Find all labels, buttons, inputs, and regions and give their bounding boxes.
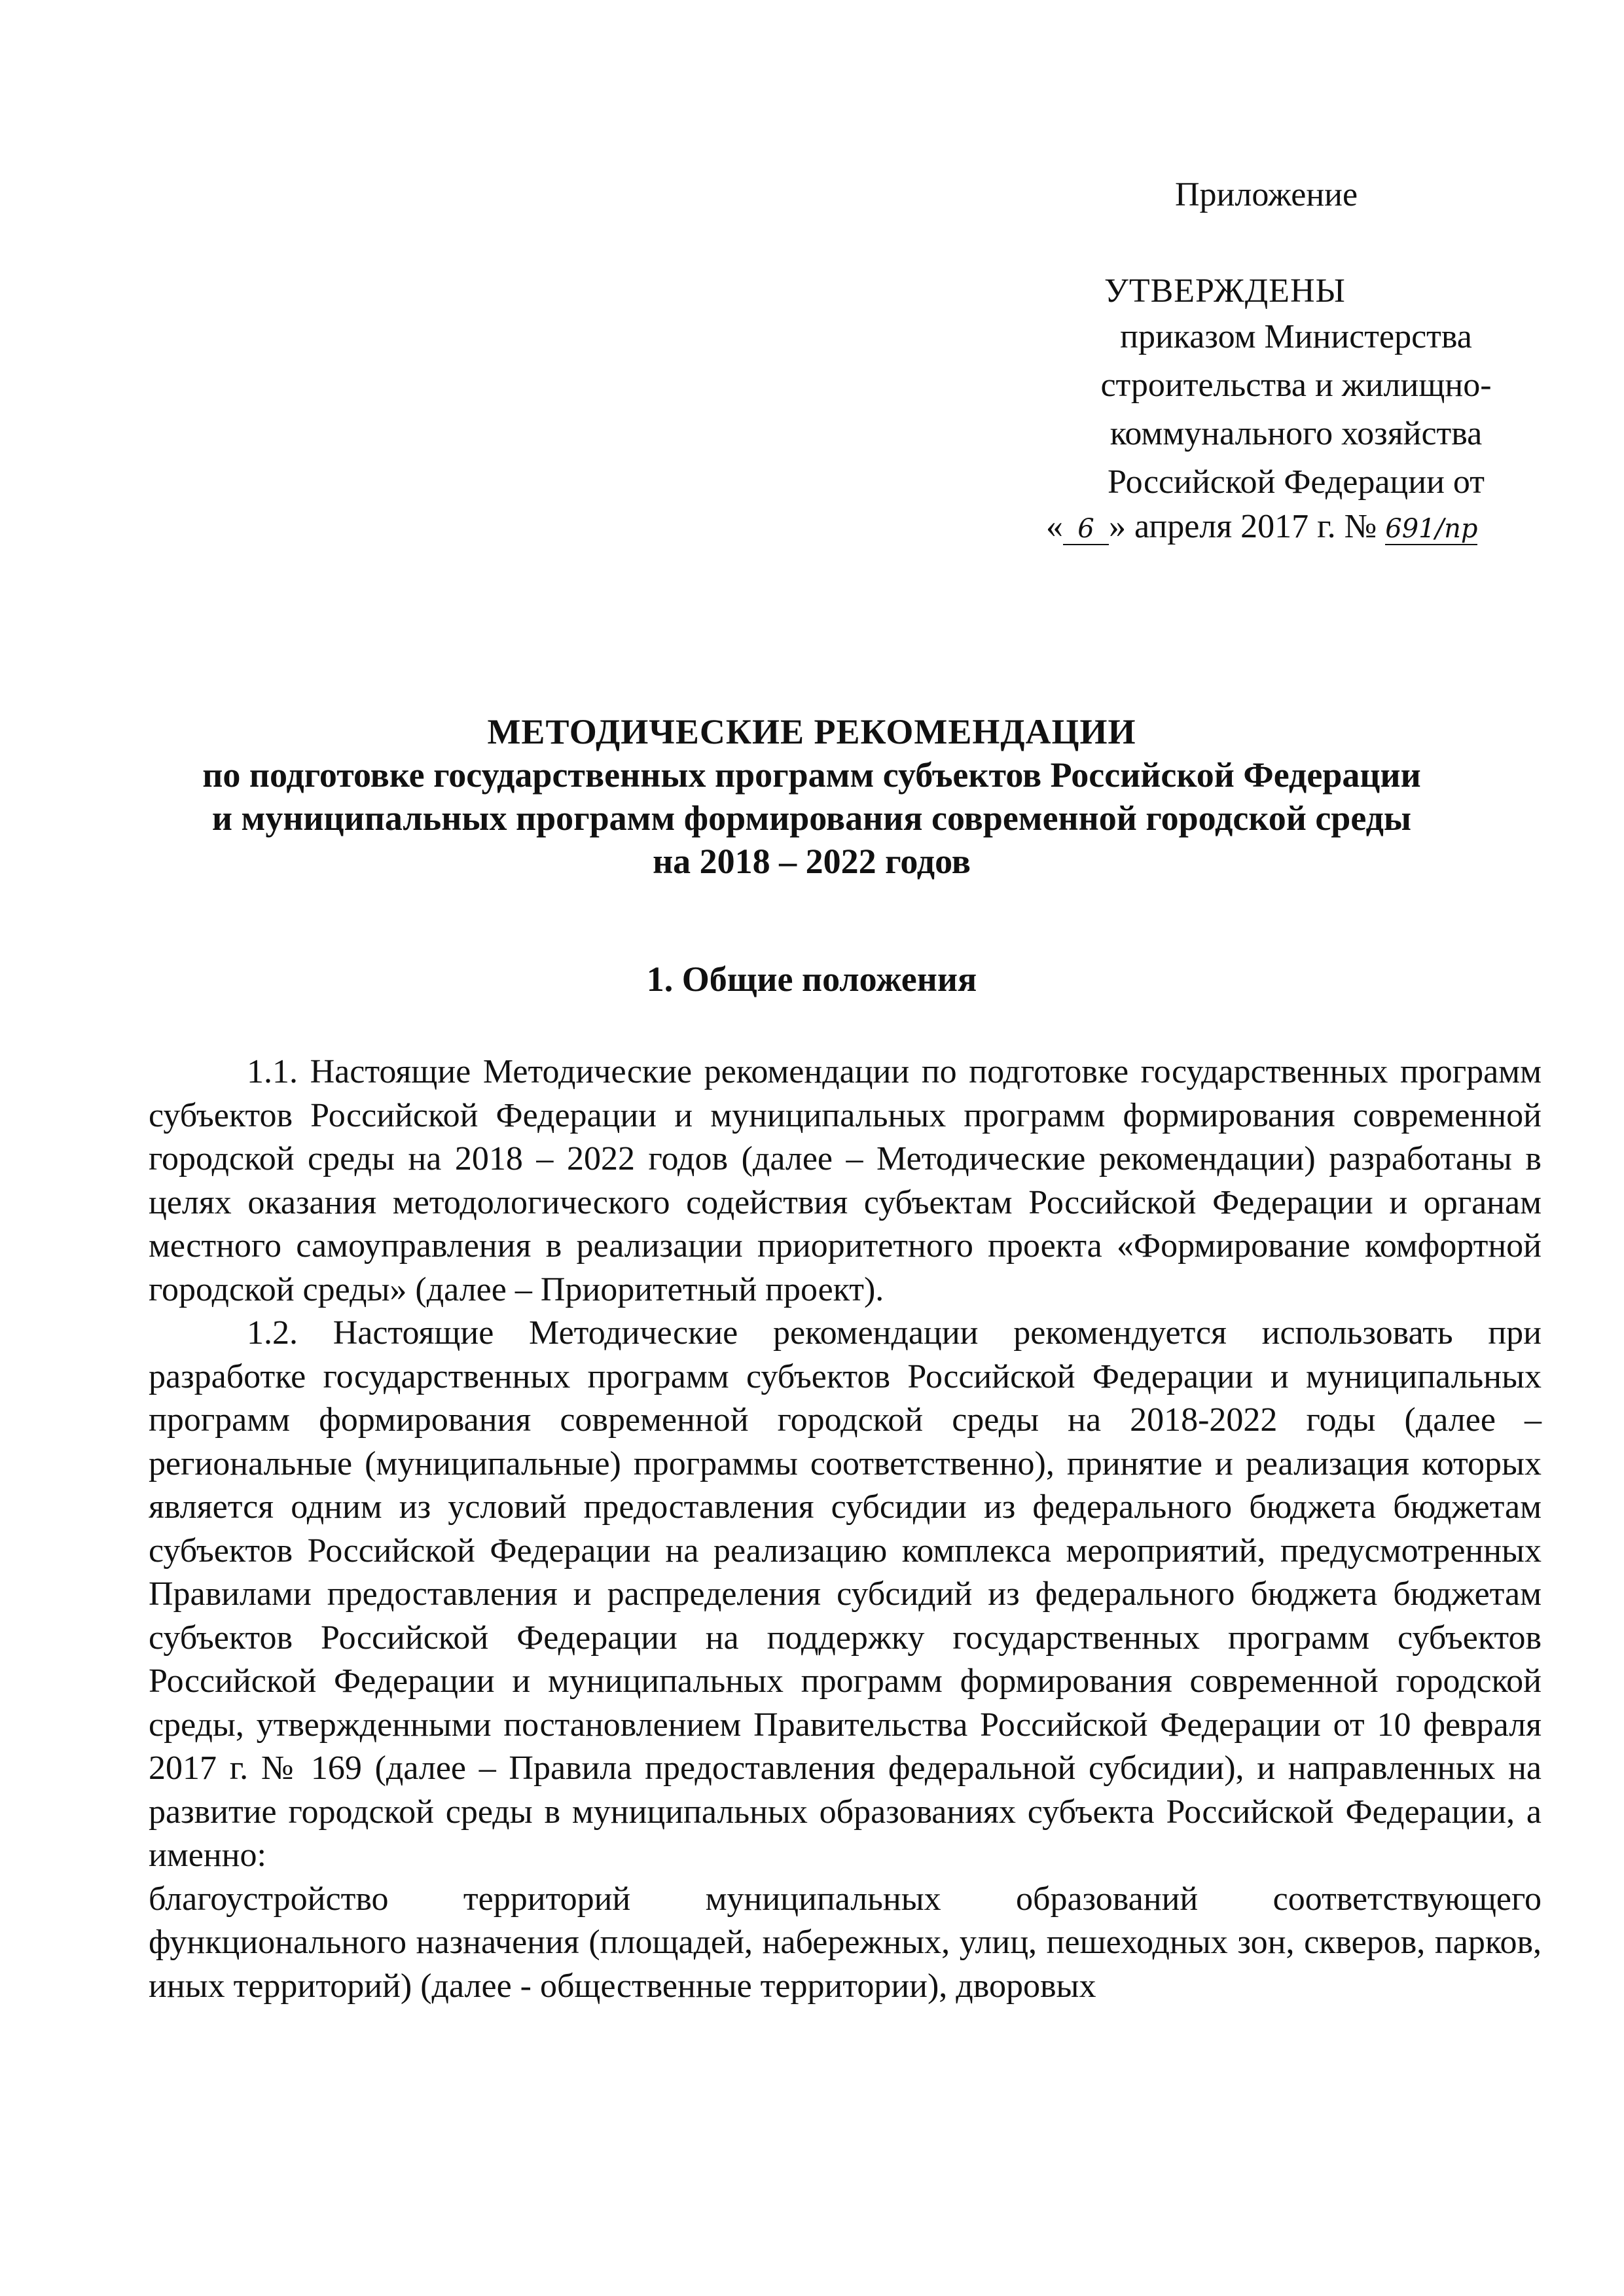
paragraph-list-item: благоустройство территорий муниципальных образований соответствующего функционального назначения (площадей, набережных, улиц, пешеходных зон, скверов, парков, иных территорий) (далее - общественные территории), дворовых — [149, 1880, 1542, 2005]
paragraph-1-2: 1.2. Настоящие Методические рекомендации рекомендуется использовать при разработке государственных программ субъектов Российской Федерации и муниципальных программ формирования современной городской среды на 2018-2022 годы (далее – региональные (муниципальные) программы соответственно), принятие и реализация которых является одним из условий предоставления субсидии из федерального бюджета бюджетам субъектов Российской Федерации на реализацию комплекса мероприятий, предусмотренных Правилами предоставления и распределения субсидий из федерального бюджета бюджетам субъектов Российской Федерации на поддержку государственных программ субъектов Российской Федерации и муниципальных программ формирования современной городской среды, утвержденными постановлением Правительства Российской Федерации от 10 февраля 2017 г. № 169 (далее – Правила предоставления федеральной субсидии), и направленных на развитие городской среды в муниципальных образованиях субъекта Российской Федерации, а именно: — [149, 1314, 1542, 1874]
title-line: и муниципальных программ формирования современной городской среды — [211, 798, 1412, 838]
handwritten-order-number: 691/пр — [1385, 514, 1478, 544]
document-body — [149, 1050, 1542, 2008]
order-date-line — [1046, 507, 1477, 546]
approval-order-block — [1047, 313, 1545, 507]
date-month-year: » апреля 2017 г. № — [1109, 508, 1377, 545]
title-line: на 2018 – 2022 годов — [653, 842, 971, 881]
approved-label: УТВЕРЖДЕНЫ — [1104, 272, 1346, 310]
date-open-quote: « — [1046, 508, 1063, 545]
section-heading: 1. Общие положения — [646, 960, 977, 999]
order-line: коммунального хозяйства — [1110, 415, 1483, 452]
title-line: по подготовке государственных программ субъектов Российской Федерации — [202, 755, 1421, 795]
paragraph-1-1: 1.1. Настоящие Методические рекомендации по подготовке государственных программ субъектов Российской Федерации и муниципальных программ формирования современной городской среды на 2018 – 2022 годов (далее – Методические рекомендации) разработаны в целях оказания методологического содействия субъектам Российской Федерации и органам местного самоуправления в реализации приоритетного проекта «Формирование комфортной городской среды» (далее – Приоритетный проект). — [149, 1053, 1542, 1308]
appendix-label: Приложение — [1175, 176, 1358, 213]
handwritten-day: 6 — [1063, 514, 1109, 545]
document-title — [131, 710, 1492, 883]
order-line: строительства и жилищно- — [1100, 367, 1492, 404]
order-line: приказом Министерства — [1120, 318, 1472, 355]
title-main: МЕТОДИЧЕСКИЕ РЕКОМЕНДАЦИИ — [487, 712, 1136, 751]
order-line: Российской Федерации от — [1108, 463, 1485, 501]
